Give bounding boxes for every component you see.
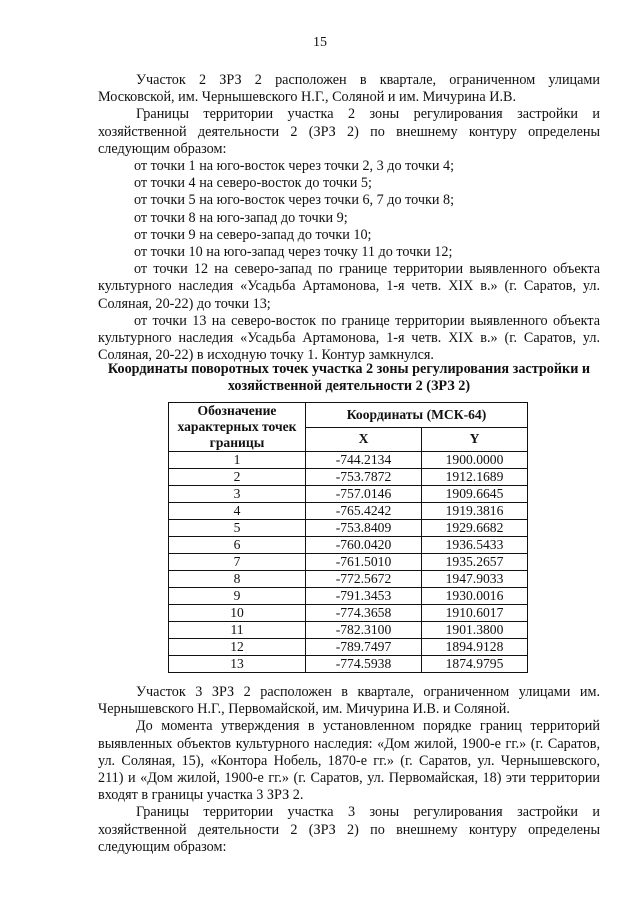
cell-x: -772.5672 — [306, 571, 422, 588]
table-row — [169, 605, 528, 622]
cell-point: 13 — [169, 656, 306, 673]
cell-x: -760.0420 — [306, 537, 422, 554]
cell-point: 11 — [169, 622, 306, 639]
cell-y: 1901.3800 — [422, 622, 528, 639]
boundary-step: от точки 9 на северо-запад до точки 10; — [134, 226, 372, 243]
cell-x: -761.5010 — [306, 554, 422, 571]
boundary-step: от точки 13 на северо-восток по границе территории выявленного объекта культурного наследия «Усадьба Артамонова, 1-я четв. XIX в.» (г. Саратов, ул. Соляная, 20-22) в исходную точку 1. Контур замкнулся. — [98, 312, 600, 364]
table-row — [169, 486, 528, 503]
cell-y: 1936.5433 — [422, 537, 528, 554]
boundary-step: от точки 12 на северо-запад по границе территории выявленного объекта культурного наследия «Усадьба Артамонова, 1-я четв. XIX в.» (г. Саратов, ул. Соляная, 20-22) до точки 13; — [98, 261, 600, 312]
cell-point: 7 — [169, 554, 306, 571]
table-row — [169, 554, 528, 571]
boundary-step: от точки 10 на юго-запад через точку 11 до точки 12; — [134, 244, 453, 261]
table-row — [169, 537, 528, 554]
header-designation: Обозначение характерных точек границы — [169, 403, 306, 452]
cell-point: 2 — [169, 469, 306, 486]
table-row — [169, 520, 528, 537]
cell-x: -774.5938 — [306, 656, 422, 673]
cell-x: -774.3658 — [306, 605, 422, 622]
cell-y: 1930.0016 — [422, 588, 528, 605]
table-row — [169, 571, 528, 588]
plot-3-boundaries: Границы территории участка 3 зоны регулирования застройки и хозяйственной деятельности 2 (ЗРЗ 2) по внешнему контуру определены следующим образом: — [98, 804, 600, 855]
section-plot-3 — [98, 684, 600, 856]
boundary-step: от точки 8 на юго-запад до точки 9; — [134, 209, 348, 226]
cell-y: 1935.2657 — [422, 554, 528, 571]
cell-x: -789.7497 — [306, 639, 422, 656]
cell-point: 5 — [169, 520, 306, 537]
table-row — [169, 503, 528, 520]
cell-x: -753.8409 — [306, 520, 422, 537]
plot-3-intro: Участок 3 ЗРЗ 2 расположен в квартале, ограниченном улицами им. Чернышевского Н.Г., Первомайской, им. Мичурина И.В. и Соляной. — [98, 684, 600, 718]
cell-y: 1947.9033 — [422, 571, 528, 588]
cell-point: 1 — [169, 452, 306, 469]
header-y: Y — [422, 427, 528, 452]
boundary-step: от точки 5 на юго-восток через точки 6, 7 до точки 8; — [134, 192, 455, 209]
cell-y: 1909.6645 — [422, 486, 528, 503]
cell-y: 1910.6017 — [422, 605, 528, 622]
cell-point: 4 — [169, 503, 306, 520]
boundary-step: от точки 1 на юго-восток через точки 2, 3 до точки 4; — [134, 158, 455, 175]
plot-2-boundaries: Границы территории участка 2 зоны регулирования застройки и хозяйственной деятельности 2 (ЗРЗ 2) по внешнему контуру определены следующим образом: — [98, 106, 600, 157]
cell-point: 9 — [169, 588, 306, 605]
table-row — [169, 452, 528, 469]
table-row — [169, 656, 528, 673]
cell-y: 1912.1689 — [422, 469, 528, 486]
cell-x: -791.3453 — [306, 588, 422, 605]
coordinates-table — [168, 402, 528, 673]
cell-point: 10 — [169, 605, 306, 622]
table-row — [169, 622, 528, 639]
header-coordinates: Координаты (МСК-64) — [306, 403, 528, 428]
plot-2-intro: Участок 2 ЗРЗ 2 расположен в квартале, ограниченном улицами Московской, им. Чернышевского Н.Г., Соляной и им. Мичурина И.В. — [98, 72, 600, 106]
cell-x: -753.7872 — [306, 469, 422, 486]
cell-y: 1874.9795 — [422, 656, 528, 673]
table-row — [169, 469, 528, 486]
section-plot-2 — [98, 72, 600, 364]
table-row — [169, 639, 528, 656]
cell-y: 1919.3816 — [422, 503, 528, 520]
cell-point: 12 — [169, 639, 306, 656]
cell-y: 1894.9128 — [422, 639, 528, 656]
cell-y: 1929.6682 — [422, 520, 528, 537]
table-title: Координаты поворотных точек участка 2 зоны регулирования застройки и хозяйственной деятельности 2 (ЗРЗ 2) — [107, 361, 591, 394]
cell-point: 8 — [169, 571, 306, 588]
cell-x: -765.4242 — [306, 503, 422, 520]
cell-point: 3 — [169, 486, 306, 503]
table-row — [169, 588, 528, 605]
cell-x: -782.3100 — [306, 622, 422, 639]
cell-x: -744.2134 — [306, 452, 422, 469]
header-x: X — [306, 427, 422, 452]
cell-point: 6 — [169, 537, 306, 554]
page-number: 15 — [313, 35, 327, 50]
cell-y: 1900.0000 — [422, 452, 528, 469]
cell-x: -757.0146 — [306, 486, 422, 503]
plot-3-approval: До момента утверждения в установленном порядке границ территорий выявленных объектов культурного наследия: «Дом жилой, 1900-е гг.» (г. Саратов, ул. Соляная, 15), «Контора Нобель, 1870-е гг.» (г. Саратов, ул. Чернышевского, 211) и «Дом жилой, 1900-е гг.» (г. Саратов, ул. Первомайская, 18) эти территории входят в границы участка 3 ЗРЗ 2. — [98, 718, 600, 804]
boundary-step: от точки 4 на северо-восток до точки 5; — [134, 175, 372, 192]
